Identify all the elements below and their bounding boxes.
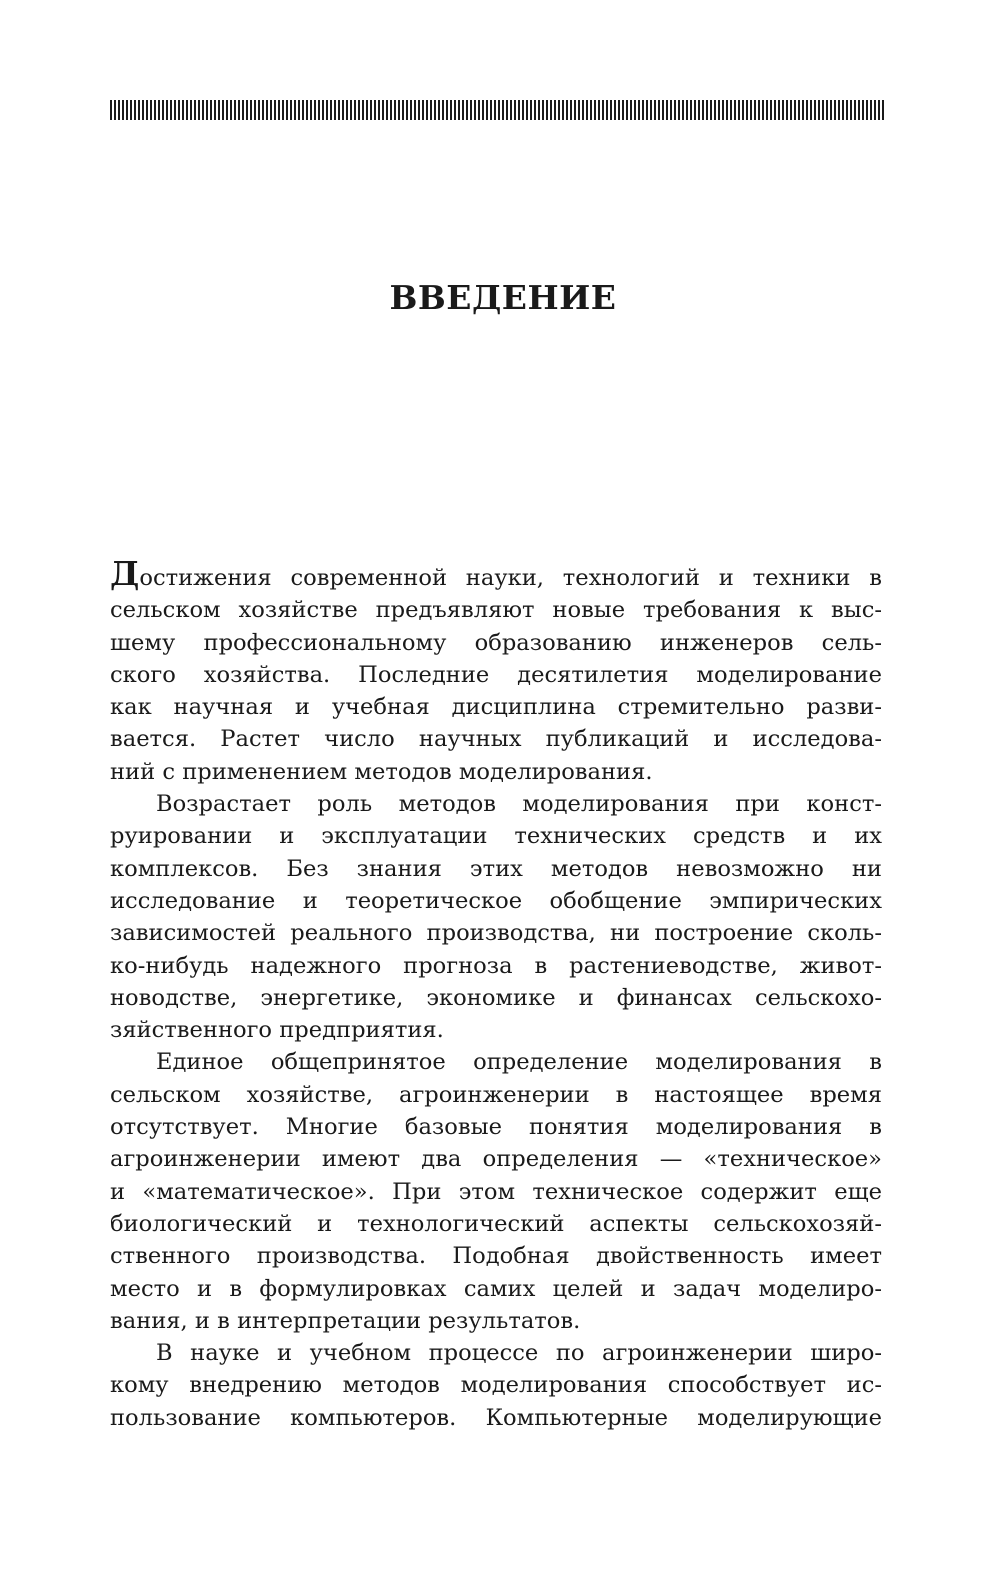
text-line: Единое общепринятое определение моделирования в xyxy=(156,1049,882,1076)
text-line: шему профессиональному образованию инженеров сель- xyxy=(110,629,882,656)
text-line: комплексов. Без знания этих методов невозможно ни xyxy=(110,855,882,882)
text-line: зависимостей реального производства, ни построение сколь- xyxy=(110,920,882,947)
text-line: Возрастает роль методов моделирования при конст- xyxy=(156,791,882,818)
body-text xyxy=(110,554,882,1434)
text-line: сельском хозяйстве, агроинженерии в настоящее время xyxy=(110,1081,882,1108)
text-line: ний с применением методов моделирования. xyxy=(110,758,653,785)
paragraph-1 xyxy=(110,554,882,788)
text-line: вается. Растет число научных публикаций и исследова- xyxy=(110,726,882,753)
text-line: ственного производства. Подобная двойственность имеет xyxy=(110,1243,882,1270)
text-line: зяйственного предприятия. xyxy=(110,1017,444,1044)
chapter-title: ВВЕДЕНИЕ xyxy=(389,278,617,317)
text-line: новодстве, энергетике, экономике и финансах сельскохо- xyxy=(110,984,882,1011)
text-line: сельском хозяйстве предъявляют новые требования к выс- xyxy=(110,597,882,624)
text-line: кому внедрению методов моделирования способствует ис- xyxy=(110,1372,882,1399)
text-line: место и в формулировках самих целей и задач моделиро- xyxy=(110,1275,882,1302)
paragraph-3 xyxy=(110,1046,882,1337)
text-line: биологический и технологический аспекты сельскохозяй- xyxy=(110,1210,882,1237)
text-line: исследование и теоретическое обобщение эмпирических xyxy=(110,887,882,914)
page-header-rule xyxy=(110,100,884,120)
text-line: как научная и учебная дисциплина стремительно разви- xyxy=(110,694,882,721)
text-line: В науке и учебном процессе по агроинженерии широ- xyxy=(156,1340,882,1367)
paragraph-4 xyxy=(110,1337,882,1434)
text-line: отсутствует. Многие базовые понятия моделирования в xyxy=(110,1114,882,1141)
text-line: и «математическое». При этом техническое содержит еще xyxy=(110,1178,882,1205)
text-line: ского хозяйства. Последние десятилетия моделирование xyxy=(110,661,882,688)
drop-cap: Д xyxy=(110,554,140,593)
text-line: ко-нибудь надежного прогноза в растениеводстве, живот- xyxy=(110,952,882,979)
text-line: руировании и эксплуатации технических средств и их xyxy=(110,823,882,850)
paragraph-2 xyxy=(110,788,882,1046)
text-line: пользование компьютеров. Компьютерные моделирующие xyxy=(110,1404,882,1431)
text-line: Достижения современной науки, технологий и техники в xyxy=(110,554,882,593)
text-line: агроинженерии имеют два определения — «техническое» xyxy=(110,1146,882,1173)
text-line: вания, и в интерпретации результатов. xyxy=(110,1307,581,1334)
